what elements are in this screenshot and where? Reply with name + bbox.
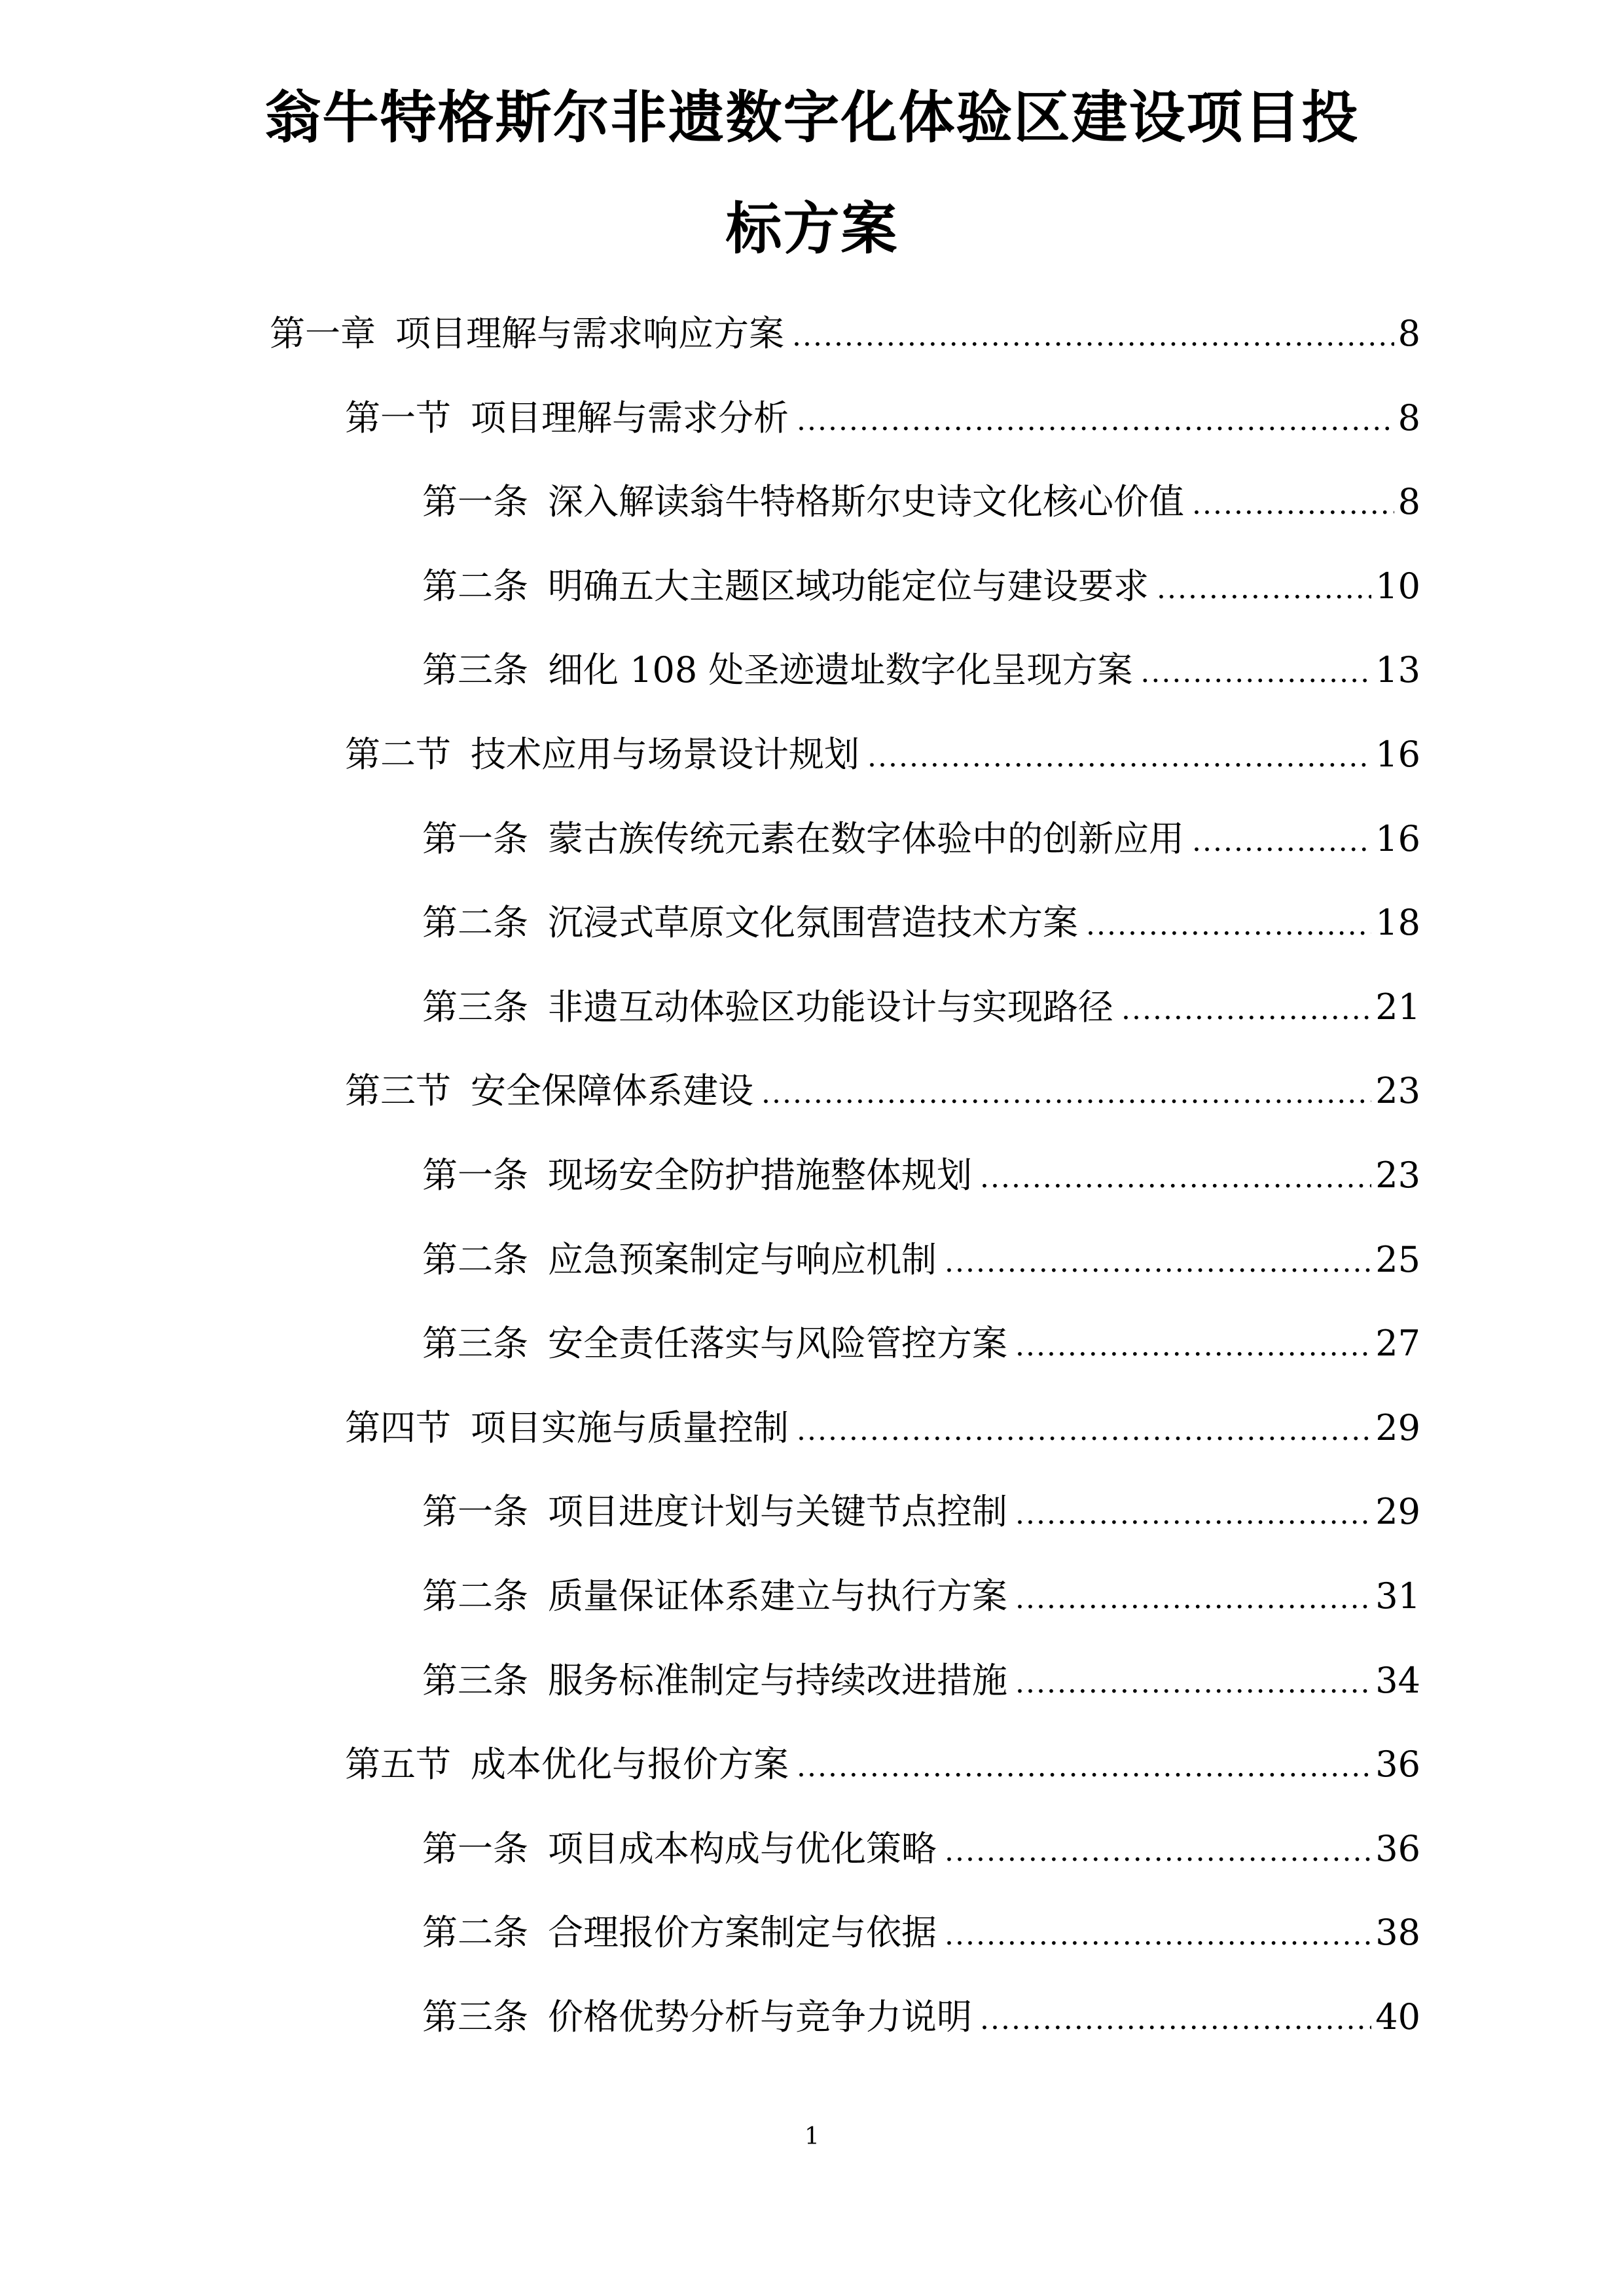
toc-entry-label: 第三条 xyxy=(422,1660,528,1701)
toc-entry[interactable] xyxy=(422,897,1420,949)
toc-entry[interactable] xyxy=(345,392,1420,444)
toc-entry-label: 第一节 xyxy=(345,397,451,439)
toc-entry-label: 第三节 xyxy=(345,1070,451,1111)
toc-dot-leader xyxy=(945,1909,1371,1962)
toc-entry[interactable] xyxy=(345,1738,1420,1791)
toc-entry-page: 21 xyxy=(1375,986,1420,1028)
toc-entry-page: 40 xyxy=(1375,1996,1420,2037)
toc-entry-label: 第一条 xyxy=(422,481,528,522)
toc-dot-leader xyxy=(797,1741,1371,1793)
toc-entry-label: 第三条 xyxy=(422,986,528,1028)
toc-entry-page: 36 xyxy=(1375,1828,1420,1869)
toc-entry-page: 8 xyxy=(1398,397,1420,439)
toc-dot-leader xyxy=(945,1236,1371,1289)
toc-entry[interactable] xyxy=(345,1065,1420,1117)
toc-entry[interactable] xyxy=(422,1318,1420,1370)
toc-entry-label: 第四节 xyxy=(345,1407,451,1448)
toc-entry-label: 第二条 xyxy=(422,565,528,607)
toc-entry-title: 服务标准制定与持续改进措施 xyxy=(548,1660,1007,1701)
toc-dot-leader xyxy=(797,1405,1371,1457)
toc-entry-title: 合理报价方案制定与依据 xyxy=(548,1912,937,1953)
toc-entry-page: 10 xyxy=(1375,565,1420,607)
toc-entry-title: 沉浸式草原文化氛围营造技术方案 xyxy=(548,902,1078,943)
toc-entry-page: 23 xyxy=(1375,1155,1420,1196)
toc-entry[interactable] xyxy=(345,728,1420,781)
toc-entry-page: 8 xyxy=(1398,313,1420,354)
toc-entry[interactable] xyxy=(422,1570,1420,1623)
toc-dot-leader xyxy=(1086,899,1371,952)
toc-entry[interactable] xyxy=(422,1823,1420,1875)
toc-entry-label: 第一条 xyxy=(422,818,528,859)
toc-entry[interactable] xyxy=(422,560,1420,613)
toc-entry[interactable] xyxy=(345,1402,1420,1454)
toc-dot-leader xyxy=(1192,816,1371,868)
toc-entry-title: 明确五大主题区域功能定位与建设要求 xyxy=(548,565,1149,607)
toc-entry-page: 31 xyxy=(1375,1575,1420,1617)
toc-entry-title: 安全责任落实与风险管控方案 xyxy=(548,1323,1007,1364)
toc-entry-label: 第三条 xyxy=(422,1996,528,2037)
toc-entry-page: 13 xyxy=(1375,649,1420,691)
toc-entry-title: 细化 108 处圣迹遗址数字化呈现方案 xyxy=(548,649,1133,691)
toc-entry-title: 价格优势分析与竞争力说明 xyxy=(548,1996,972,2037)
toc-entry[interactable] xyxy=(422,1991,1420,2043)
toc-entry-page: 8 xyxy=(1398,481,1420,522)
document-title-line-2: 标方案 xyxy=(725,196,899,262)
toc-entry-title: 成本优化与报价方案 xyxy=(471,1744,789,1785)
toc-dot-leader xyxy=(1015,1657,1371,1710)
toc-entry-page: 34 xyxy=(1375,1660,1420,1701)
toc-entry[interactable] xyxy=(270,308,1420,360)
toc-entry[interactable] xyxy=(422,981,1420,1033)
toc-dot-leader xyxy=(1015,1573,1371,1625)
toc-entry-label: 第一条 xyxy=(422,1828,528,1869)
toc-entry-title: 项目成本构成与优化策略 xyxy=(548,1828,937,1869)
toc-dot-leader xyxy=(945,1825,1371,1878)
toc-dot-leader xyxy=(1015,1488,1371,1541)
toc-dot-leader xyxy=(761,1067,1371,1120)
toc-entry-label: 第三条 xyxy=(422,649,528,691)
toc-entry-label: 第三条 xyxy=(422,1323,528,1364)
toc-entry-label: 第一条 xyxy=(422,1155,528,1196)
toc-entry-page: 27 xyxy=(1375,1323,1420,1364)
toc-entry-title: 项目进度计划与关键节点控制 xyxy=(548,1491,1007,1532)
toc-entry-page: 29 xyxy=(1375,1491,1420,1532)
toc-entry-title: 现场安全防护措施整体规划 xyxy=(548,1155,972,1196)
toc-entry-title: 质量保证体系建立与执行方案 xyxy=(548,1575,1007,1617)
toc-entry-page: 29 xyxy=(1375,1407,1420,1448)
toc-entry-page: 36 xyxy=(1375,1744,1420,1785)
toc-entry[interactable] xyxy=(422,644,1420,696)
toc-dot-leader xyxy=(1015,1320,1371,1372)
toc-dot-leader xyxy=(792,310,1394,363)
toc-entry[interactable] xyxy=(422,1486,1420,1538)
toc-entry[interactable] xyxy=(422,1234,1420,1286)
toc-entry-title: 项目理解与需求分析 xyxy=(471,397,789,439)
toc-dot-leader xyxy=(1121,984,1371,1036)
toc-dot-leader xyxy=(1140,647,1371,699)
toc-dot-leader xyxy=(1192,478,1394,531)
page-number: 1 xyxy=(804,2123,820,2150)
toc-entry-page: 16 xyxy=(1375,818,1420,859)
toc-entry-title: 项目实施与质量控制 xyxy=(471,1407,789,1448)
toc-dot-leader xyxy=(980,1994,1371,2046)
toc-entry-title: 深入解读翁牛特格斯尔史诗文化核心价值 xyxy=(548,481,1184,522)
toc-entry-title: 蒙古族传统元素在数字体验中的创新应用 xyxy=(548,818,1184,859)
document-title-line-1: 翁牛特格斯尔非遗数字化体验区建设项目投 xyxy=(264,85,1360,151)
toc-entry-page: 25 xyxy=(1375,1239,1420,1280)
toc-entry-page: 16 xyxy=(1375,734,1420,775)
toc-entry-label: 第一章 xyxy=(270,313,376,354)
toc-dot-leader xyxy=(1157,563,1371,615)
toc-dot-leader xyxy=(867,731,1371,783)
toc-entry[interactable] xyxy=(422,1149,1420,1202)
toc-entry-page: 38 xyxy=(1375,1912,1420,1953)
toc-entry-label: 第五节 xyxy=(345,1744,451,1785)
toc-entry-page: 23 xyxy=(1375,1070,1420,1111)
toc-entry-title: 非遗互动体验区功能设计与实现路径 xyxy=(548,986,1113,1028)
toc-entry-label: 第二条 xyxy=(422,902,528,943)
toc-entry[interactable] xyxy=(422,476,1420,528)
toc-entry-title: 安全保障体系建设 xyxy=(471,1070,753,1111)
toc-dot-leader xyxy=(797,395,1394,447)
toc-entry-label: 第二条 xyxy=(422,1912,528,1953)
toc-entry-label: 第二条 xyxy=(422,1575,528,1617)
toc-entry-label: 第二条 xyxy=(422,1239,528,1280)
toc-entry-label: 第一条 xyxy=(422,1491,528,1532)
toc-entry[interactable] xyxy=(422,813,1420,865)
toc-entry-label: 第二节 xyxy=(345,734,451,775)
toc-entry-title: 项目理解与需求响应方案 xyxy=(395,313,784,354)
toc-dot-leader xyxy=(980,1152,1371,1204)
toc-entry-title: 技术应用与场景设计规划 xyxy=(471,734,859,775)
toc-entry-page: 18 xyxy=(1375,902,1420,943)
toc-entry[interactable] xyxy=(422,1907,1420,1959)
toc-entry[interactable] xyxy=(422,1655,1420,1707)
toc-entry-title: 应急预案制定与响应机制 xyxy=(548,1239,937,1280)
